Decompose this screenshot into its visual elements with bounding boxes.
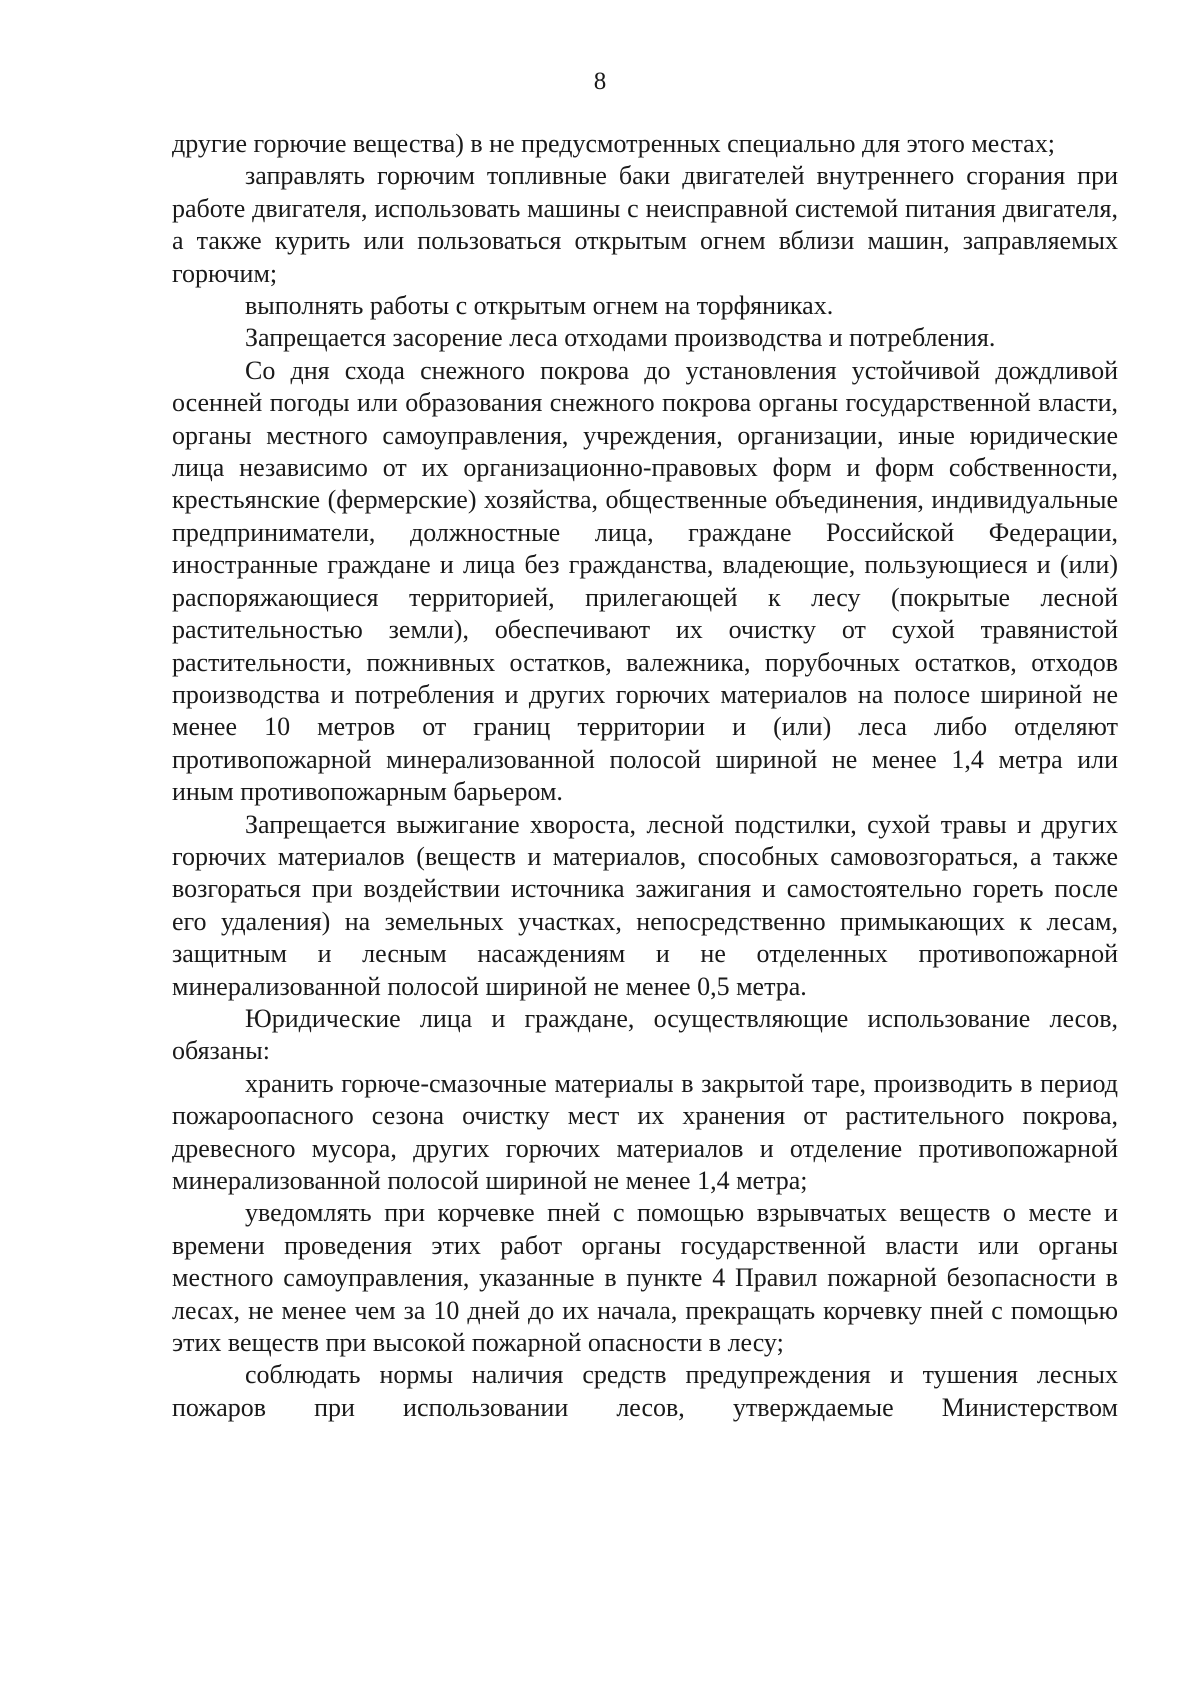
paragraph-fire-equipment-norms: соблюдать нормы наличия средств предупреждения и тушения лесных пожаров при использовании лесов, утверждаемые Министерством xyxy=(172,1360,1118,1422)
paragraph-snow-melt-cleaning: Со дня схода снежного покрова до установления устойчивой дождливой осенней погоды или образования снежного покрова органы государственной власти, органы местного самоуправления, учреждения, организации, иные юридические лица независимо от их организационно-правовых форм и форм собственности, крестьянские (фермерские) хозяйства, общественные объединения, индивидуальные предприниматели, должностные лица, граждане Российской Федерации, иностранные граждане и лица без гражданства, владеющие, пользующиеся и (или) распоряжающиеся территорией, прилегающей к лесу (покрытые лесной растительностью земли), обеспечивают их очистку от сухой травянистой растительности, пожнивных остатков, валежника, порубочных остатков, отходов производства и потребления и других горючих материалов на полосе шириной не менее 10 метров от границ территории и (или) леса либо отделяют противопожарной минерализованной полосой шириной не менее 1,4 метра или иным противопожарным барьером. xyxy=(172,355,1118,807)
paragraph-burning-prohibition: Запрещается выжигание хвороста, лесной подстилки, сухой травы и других горючих материалов (веществ и материалов, способных самовозгораться, а также возгораться при воздействии источника зажигания и самостоятельно гореть после его удаления) на земельных участках, непосредственно примыкающих к лесам, защитным и лесным насаждениям и не отделенных противопожарной минерализованной полосой шириной не менее 0,5 метра. xyxy=(172,809,1118,1001)
paragraph-fuel-storage: хранить горюче-смазочные материалы в закрытой таре, производить в период пожароопасного сезона очистку мест их хранения от растительного покрова, древесного мусора, других горючих материалов и отделение противопожарной минерализованной полосой шириной не менее 1,4 метра; xyxy=(172,1068,1118,1195)
document-body xyxy=(172,128,1118,1424)
paragraph-continuation: другие горючие вещества) в не предусмотренных специально для этого местах; xyxy=(172,129,1055,158)
paragraph-littering-prohibition: Запрещается засорение леса отходами производства и потребления. xyxy=(245,323,996,353)
paragraph-forest-users-obliged: Юридические лица и граждане, осуществляющие использование лесов, обязаны: xyxy=(172,1003,1118,1066)
paragraph-peat-fire-prohibition: выполнять работы с открытым огнем на торфяниках. xyxy=(245,291,834,321)
paragraph-refuel-prohibition: заправлять горючим топливные баки двигателей внутреннего сгорания при работе двигателя, использовать машины с неисправной системой питания двигателя, а также курить или пользоваться открытым огнем вблизи машин, заправляемых горючим; xyxy=(172,161,1118,288)
paragraph-stump-removal-notice: уведомлять при корчевке пней с помощью взрывчатых веществ о месте и времени проведения этих работ органы государственной власти или органы местного самоуправления, указанные в пункте 4 Правил пожарной безопасности в лесах, не менее чем за 10 дней до их начала, прекращать корчевку пней с помощью этих веществ при высокой пожарной опасности в лесу; xyxy=(172,1198,1118,1358)
page-number: 8 xyxy=(593,68,607,95)
